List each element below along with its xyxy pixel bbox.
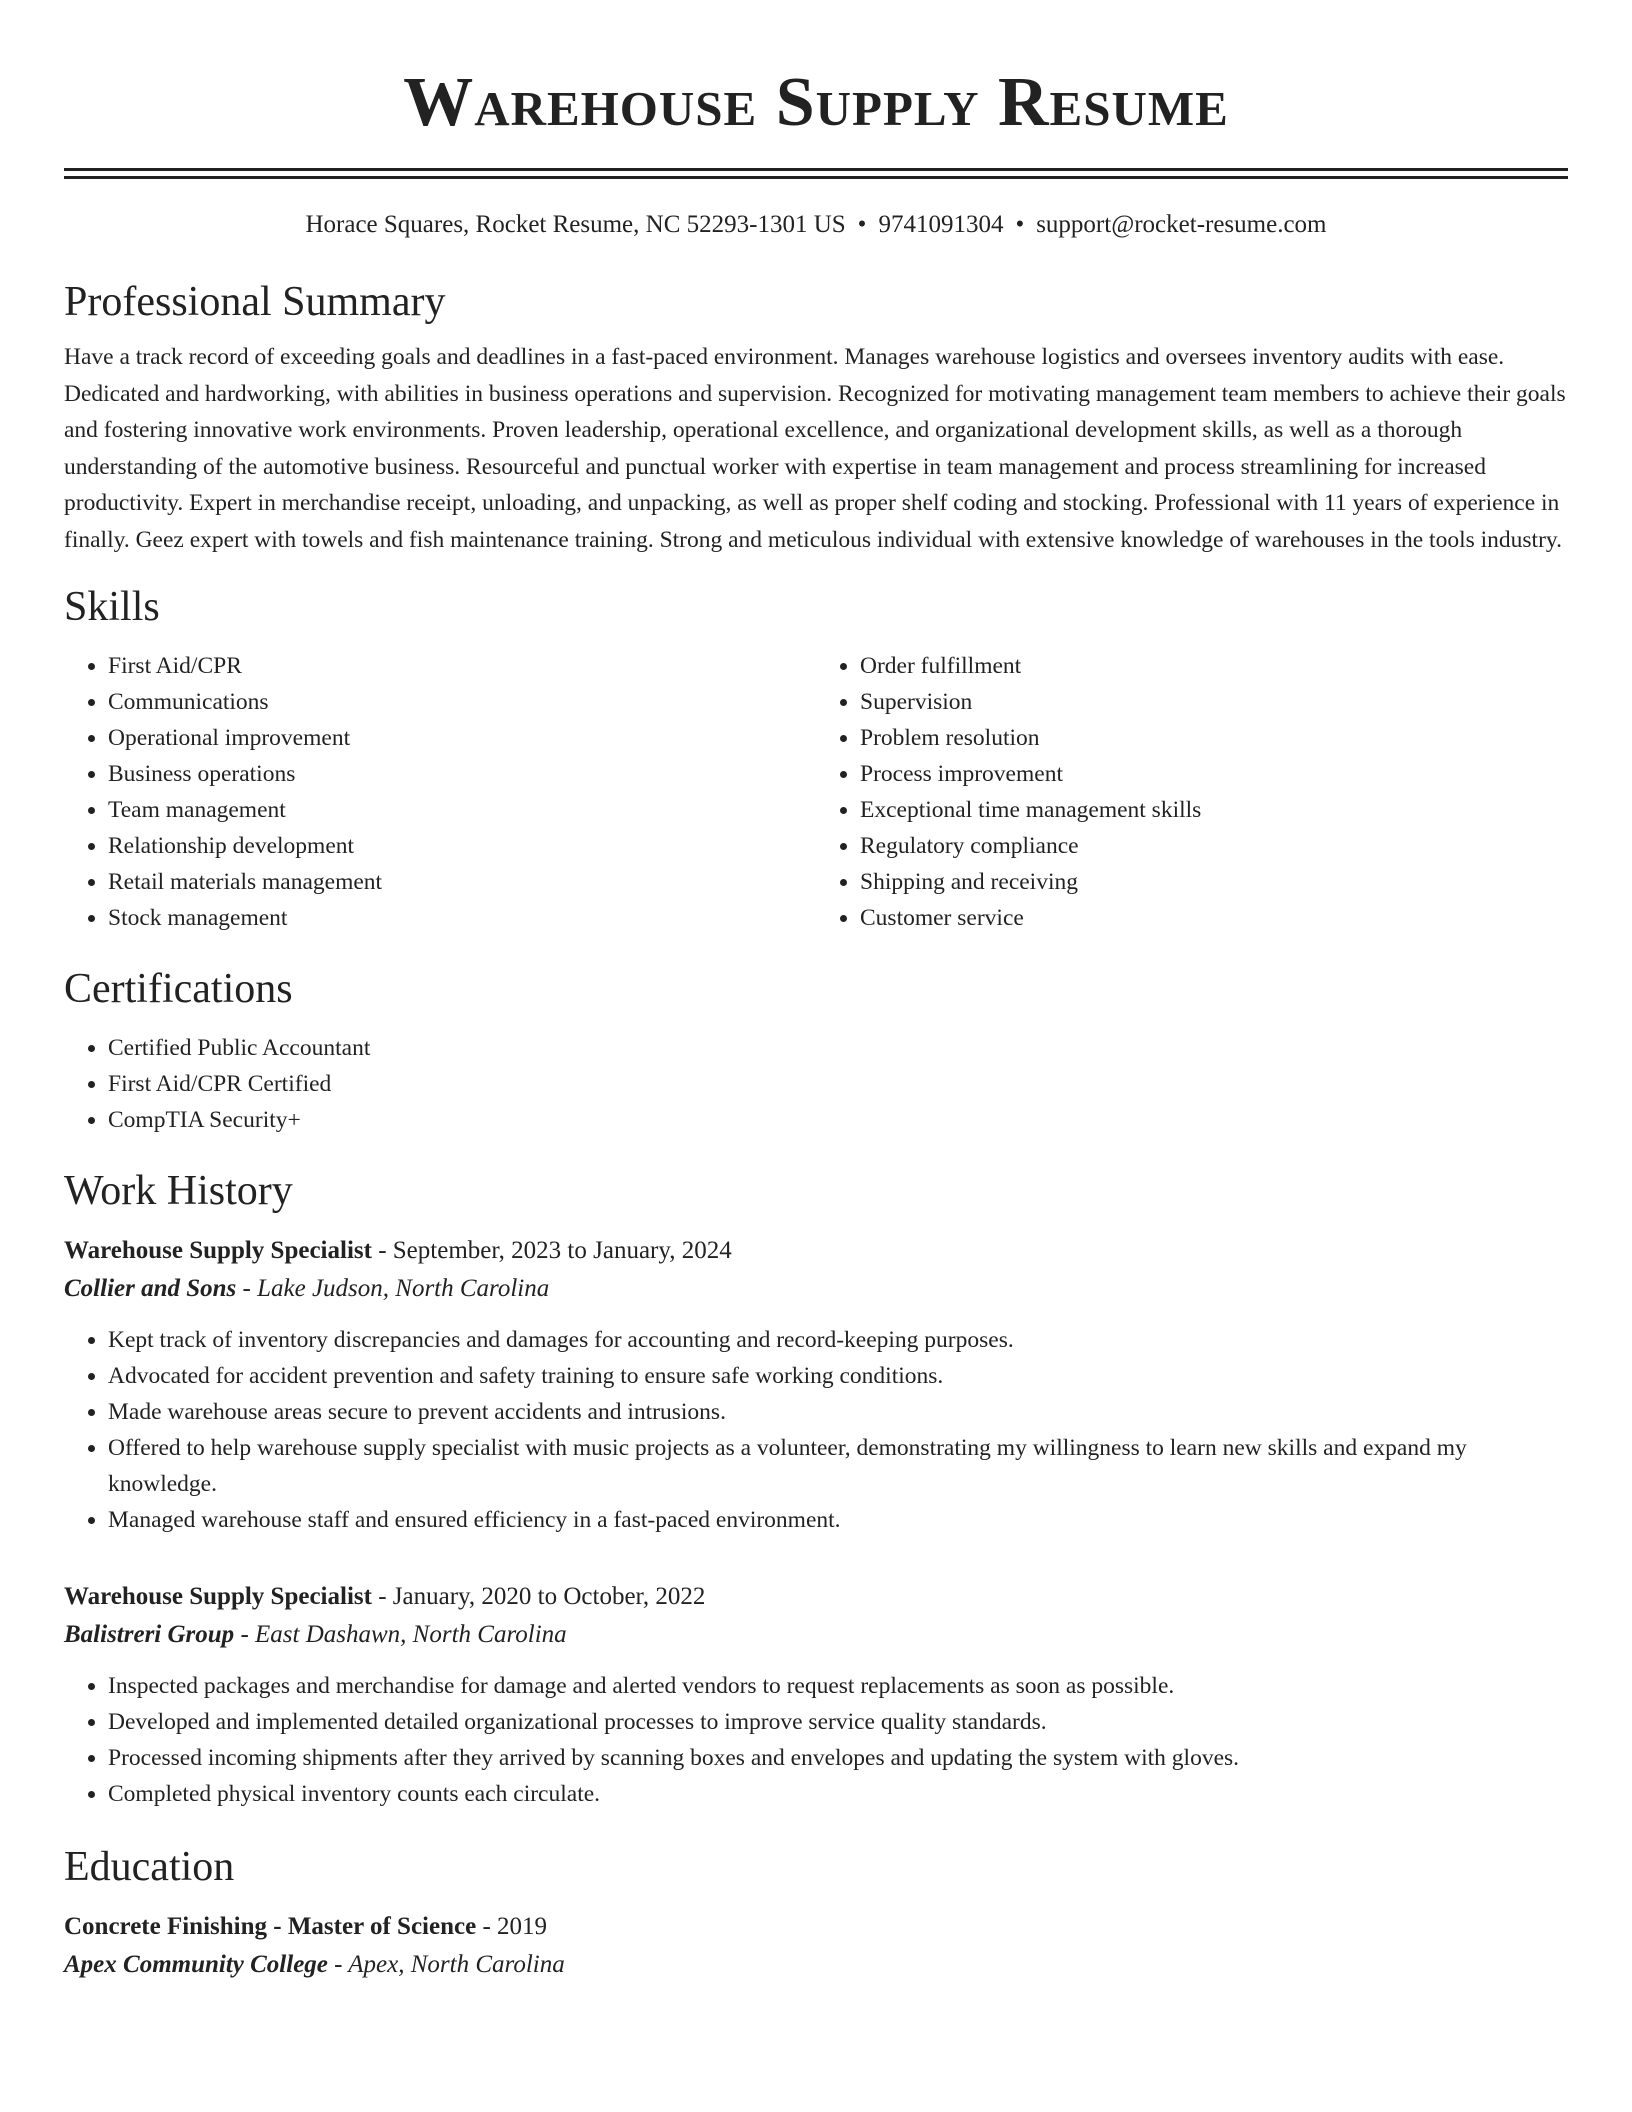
skill-item: • Retail materials management [108,864,816,900]
job-title: Warehouse Supply Specialist [64,1583,372,1610]
education-degree-line [64,1908,1568,1946]
job-duty: • Developed and implemented detailed organizational processes to improve service quality standards. [108,1704,1568,1740]
job-duty: • Advocated for accident prevention and safety training to ensure safe working conditions. [108,1358,1568,1394]
title-divider [64,168,1568,179]
skills-columns [64,648,1568,936]
job-dates: - January, 2020 to October, 2022 [371,1583,706,1610]
job-duties-list [64,1668,1568,1812]
job-header [64,1232,1568,1270]
certification-item: • CompTIA Security+ [108,1102,1568,1138]
skill-item: • Relationship development [108,828,816,864]
job-location: - East Dashawn, North Carolina [234,1621,567,1648]
skill-item: • Team management [108,792,816,828]
education-entry [64,1908,1568,1984]
job-employer [64,1616,1568,1654]
job-header [64,1578,1568,1616]
contact-separator: • [1015,211,1025,238]
skill-item: • Process improvement [860,756,1568,792]
contact-email: support@rocket-resume.com [1036,211,1327,238]
skill-item: • Communications [108,684,816,720]
job-employer [64,1270,1568,1308]
skill-item: • Shipping and receiving [860,864,1568,900]
certifications-list [64,1030,1568,1138]
skill-item: • Regulatory compliance [860,828,1568,864]
work-history-heading: Work History [64,1168,293,1214]
job-location: - Lake Judson, North Carolina [236,1275,550,1302]
job-duty: • Made warehouse areas secure to prevent accidents and intrusions. [108,1394,1568,1430]
job-duty: • Kept track of inventory discrepancies and damages for accounting and record-keeping purposes. [108,1322,1568,1358]
skill-item: • First Aid/CPR [108,648,816,684]
contact-separator: • [857,211,867,238]
job-duty: • Inspected packages and merchandise for damage and alerted vendors to request replacements as soon as possible. [108,1668,1568,1704]
skills-list-left [64,648,816,936]
contact-phone: 9741091304 [878,211,1004,238]
summary-text: Have a track record of exceeding goals and deadlines in a fast-paced environment. Manages warehouse logistics and oversees inventory audits with ease. Dedicated and hardworking, with abilities in business operations and supervision. Recognized for motivating management team members to achieve their goals and fostering innovative work environments. Proven leadership, operational excellence, and organizational development skills, as well as a thorough understanding of the automotive business. Resourceful and punctual worker with expertise in team management and process streamlining for increased productivity. Expert in merchandise receipt, unloading, and unpacking, as well as proper shelf coding and stocking. Professional with 11 years of experience in finally. Geez expert with towels and fish maintenance training. Strong and meticulous individual with extensive knowledge of warehouses in the tools industry. [64,344,1566,553]
job-duty: • Managed warehouse staff and ensured efficiency in a fast-paced environment. [108,1502,1568,1538]
skill-item: • Problem resolution [860,720,1568,756]
education-year: - 2019 [476,1913,548,1940]
skill-item: • Business operations [108,756,816,792]
skill-item: • Exceptional time management skills [860,792,1568,828]
contact-line [64,209,1568,241]
summary-heading: Professional Summary [64,279,446,325]
job-duties-list [64,1322,1568,1538]
skill-item: • Stock management [108,900,816,936]
skill-item: • Order fulfillment [860,648,1568,684]
job-duty: • Processed incoming shipments after they arrived by scanning boxes and envelopes and updating the system with gloves. [108,1740,1568,1776]
skill-item: • Operational improvement [108,720,816,756]
certification-item: • Certified Public Accountant [108,1030,1568,1066]
resume-title: Warehouse Supply Resume [403,64,1229,141]
job-company: Collier and Sons [64,1275,237,1302]
education-location: - Apex, North Carolina [327,1951,565,1978]
education-school-line [64,1946,1568,1984]
skill-item: • Customer service [860,900,1568,936]
education-heading: Education [64,1844,235,1890]
skills-list-right [816,648,1568,936]
education-school: Apex Community College [64,1951,328,1978]
certification-item: • First Aid/CPR Certified [108,1066,1568,1102]
skills-heading: Skills [64,584,160,630]
job-duty: • Offered to help warehouse supply specialist with music projects as a volunteer, demonstrating my willingness to learn new skills and expand my knowledge. [108,1430,1568,1502]
job-dates: - September, 2023 to January, 2024 [371,1237,732,1264]
skill-item: • Supervision [860,684,1568,720]
job-duty: • Completed physical inventory counts each circulate. [108,1776,1568,1812]
education-degree: Concrete Finishing - Master of Science [64,1913,477,1940]
certifications-heading: Certifications [64,966,293,1012]
job-company: Balistreri Group [64,1621,235,1648]
job-title: Warehouse Supply Specialist [64,1237,372,1264]
job-entry [64,1578,1568,1812]
contact-address: Horace Squares, Rocket Resume, NC 52293-1301 US [305,211,846,238]
job-entry [64,1232,1568,1538]
